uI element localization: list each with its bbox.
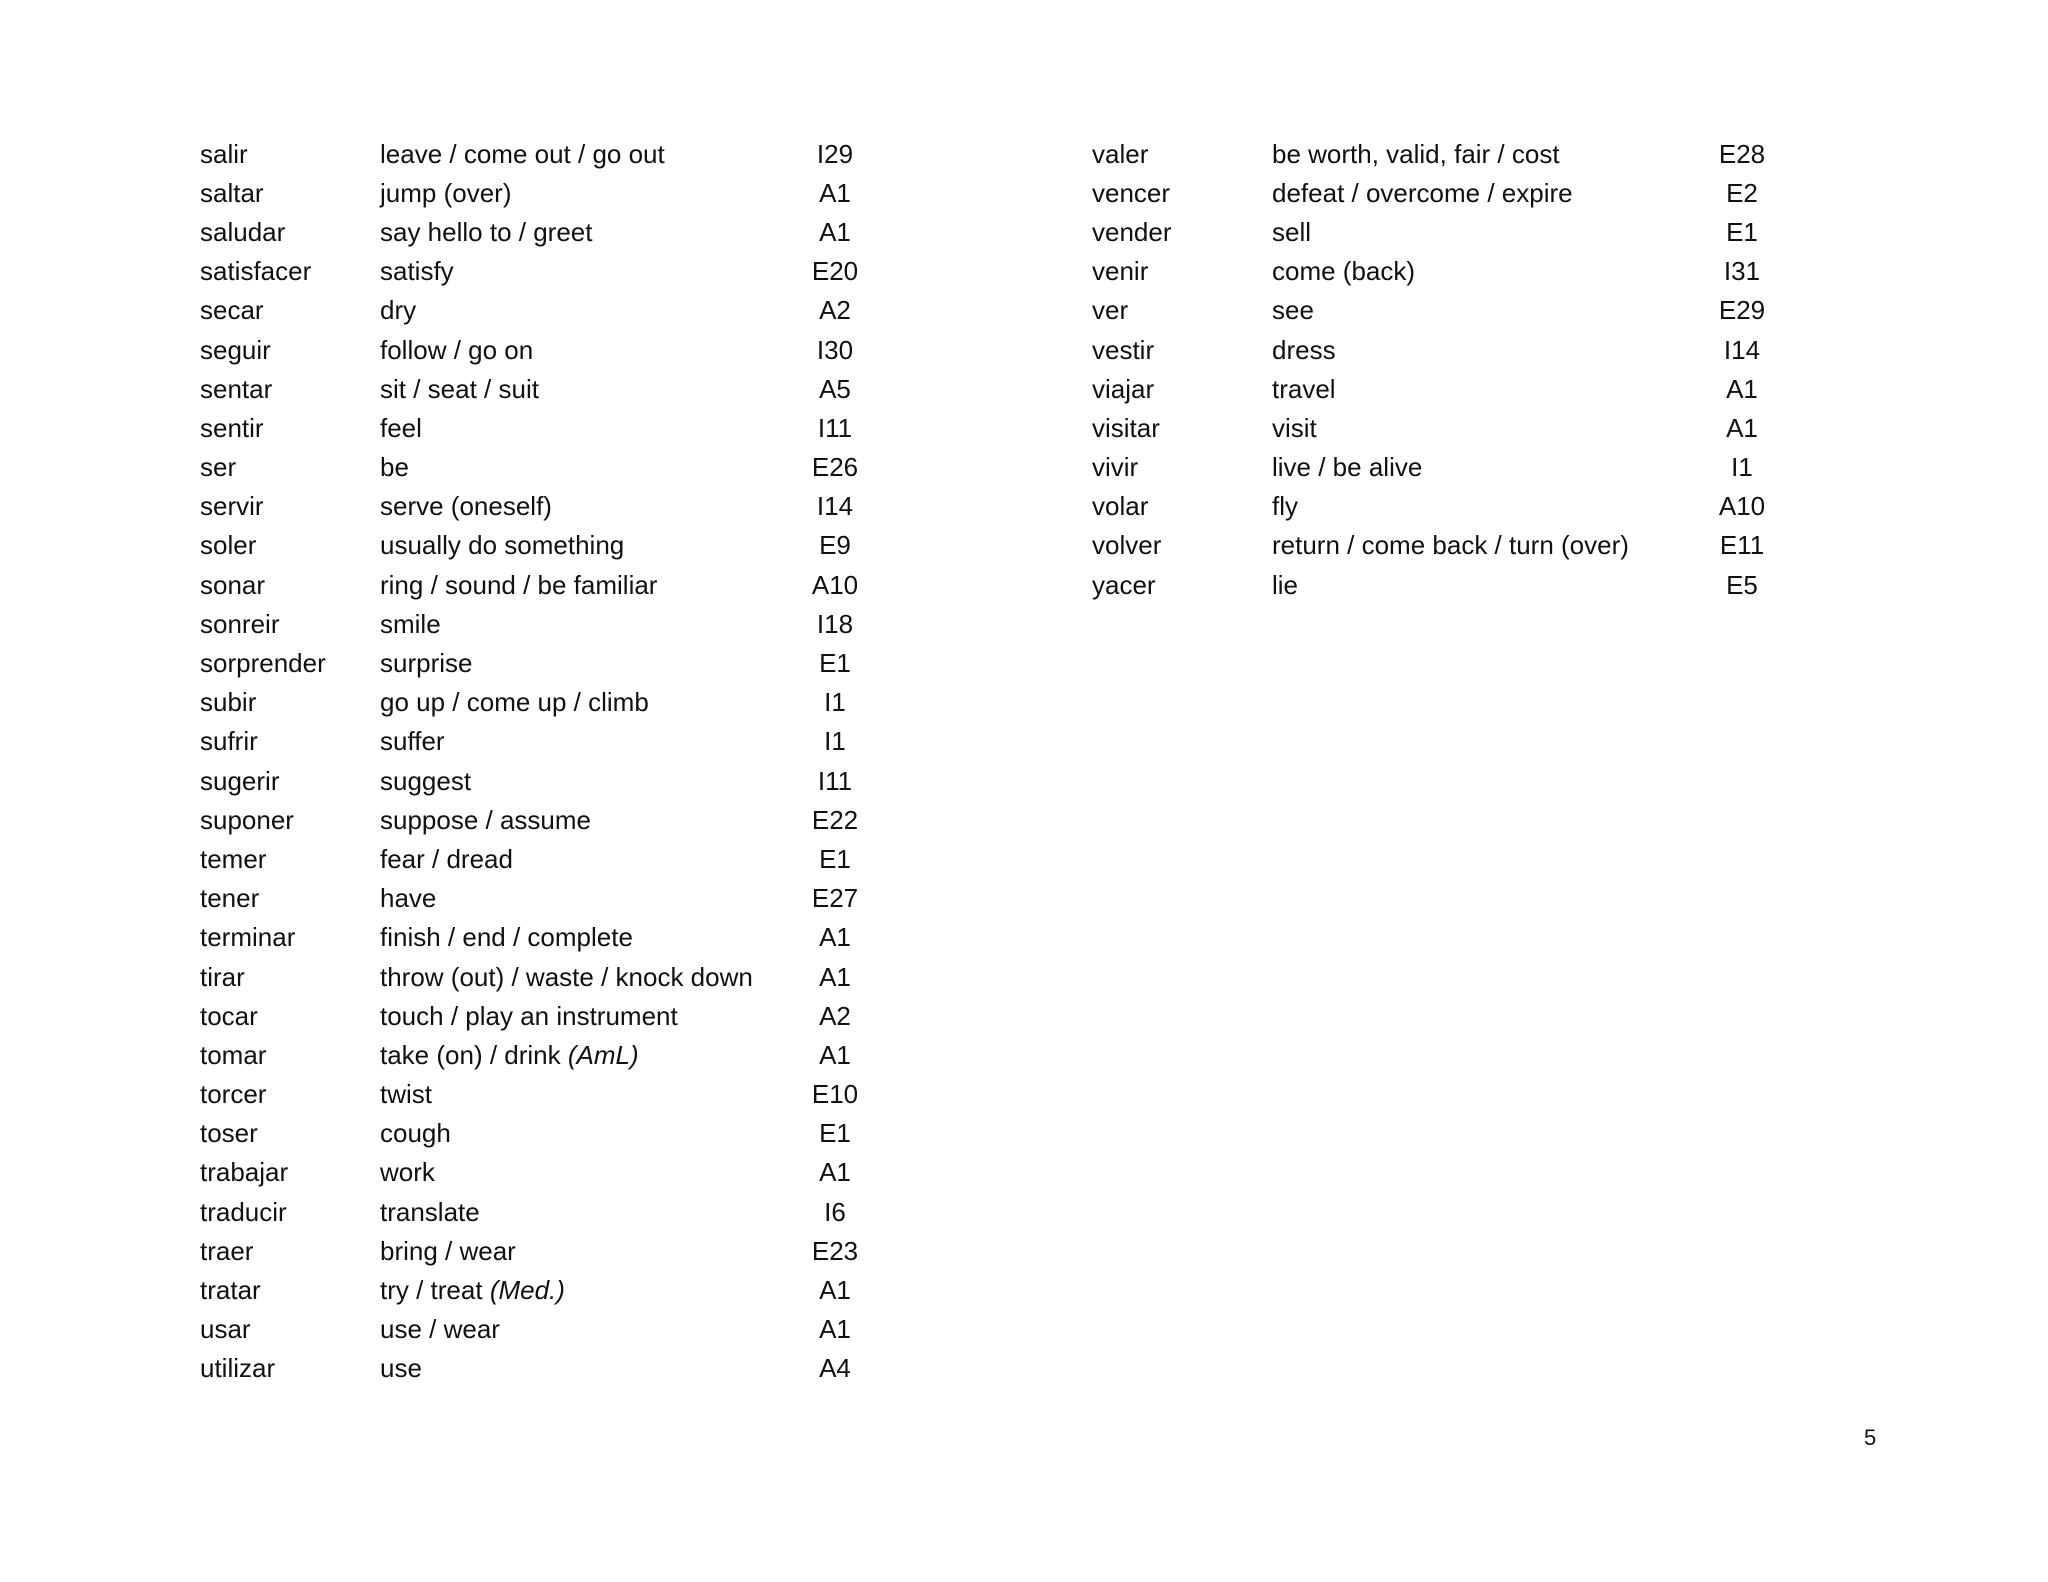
verb-meaning [380, 608, 790, 639]
verb-meaning [380, 569, 790, 600]
conjugation-code: E2 [1726, 177, 1758, 208]
verb-row [200, 212, 880, 251]
verb-row [1092, 212, 1802, 251]
verb-row [200, 369, 880, 408]
verb-meaning [1272, 530, 1682, 561]
verb-meaning [380, 843, 790, 874]
conjugation-code: A5 [819, 373, 851, 404]
verb-meaning [380, 1079, 790, 1110]
verb-meaning-text: twist [380, 1079, 432, 1110]
verb-meaning [380, 1353, 790, 1384]
verb-row [1092, 565, 1802, 604]
conjugation-code: E28 [1718, 138, 1766, 169]
verb-meaning-text: take (on) / drink [380, 1039, 568, 1070]
verb-spanish: seguir [200, 334, 271, 365]
verb-spanish: sonar [200, 569, 266, 600]
verb-row [200, 408, 880, 447]
verb-spanish: torcer [200, 1079, 267, 1110]
conjugation-code: I30 [816, 334, 854, 365]
verb-spanish: toser [200, 1118, 258, 1149]
verb-meaning [1272, 138, 1682, 169]
verb-meaning-text: sit / seat / suit [380, 373, 539, 404]
conjugation-code: E23 [811, 1235, 859, 1266]
verb-meaning-text: try / treat [380, 1275, 490, 1306]
verb-meaning [1272, 412, 1682, 443]
verb-meaning [380, 961, 790, 992]
verb-meaning [380, 1275, 790, 1306]
verb-spanish: suponer [200, 804, 294, 835]
verb-row [1092, 330, 1802, 369]
verb-meaning-note: (Med.) [489, 1275, 565, 1306]
verb-row [200, 839, 880, 878]
verb-meaning-text: touch / play an instrument [380, 1000, 678, 1031]
conjugation-code: A1 [819, 177, 851, 208]
verb-meaning-text: travel [1272, 373, 1336, 404]
verb-row [200, 1075, 880, 1114]
verb-meaning [380, 883, 790, 914]
verb-meaning [380, 1000, 790, 1031]
verb-spanish: terminar [200, 922, 296, 953]
conjugation-code: I6 [824, 1196, 846, 1227]
verb-meaning-text: dry [380, 295, 417, 326]
verb-row [200, 487, 880, 526]
verb-spanish: subir [200, 687, 257, 718]
verb-meaning-text: leave / come out / go out [380, 138, 665, 169]
verb-spanish: viajar [1092, 373, 1155, 404]
verb-meaning [380, 373, 790, 404]
conjugation-code: E11 [1719, 530, 1765, 561]
verb-row [200, 1114, 880, 1153]
verb-meaning [1272, 569, 1682, 600]
verb-row [200, 1153, 880, 1192]
conjugation-code: E5 [1726, 569, 1758, 600]
conjugation-code: A1 [1726, 373, 1758, 404]
verb-meaning-text: translate [380, 1196, 480, 1227]
verb-meaning [380, 1314, 790, 1345]
conjugation-code: I1 [1731, 452, 1753, 483]
verb-meaning [380, 412, 790, 443]
conjugation-code: E1 [819, 648, 851, 679]
conjugation-code: A2 [819, 1000, 851, 1031]
verb-meaning-text: return / come back / turn (over) [1272, 530, 1629, 561]
verb-meaning [1272, 373, 1682, 404]
verb-spanish: traer [200, 1235, 254, 1266]
verb-meaning-text: live / be alive [1272, 452, 1423, 483]
verb-meaning-text: be worth, valid, fair / cost [1272, 138, 1560, 169]
verb-meaning-text: be [380, 452, 409, 483]
verb-spanish: secar [200, 295, 264, 326]
verb-row [200, 1192, 880, 1231]
verb-row [1092, 291, 1802, 330]
verb-spanish: volar [1092, 491, 1149, 522]
page-number: 5 [1864, 1425, 1877, 1450]
verb-meaning-text: fear / dread [380, 843, 513, 874]
verb-spanish: usar [200, 1314, 251, 1345]
verb-meaning-text: suffer [380, 726, 445, 757]
verb-meaning-text: sell [1272, 216, 1312, 247]
conjugation-code: A1 [819, 1314, 851, 1345]
verb-meaning-text: ring / sound / be familiar [380, 569, 658, 600]
verb-meaning [1272, 216, 1682, 247]
verb-row [200, 1270, 880, 1309]
verb-spanish: tomar [200, 1039, 267, 1070]
verb-spanish: sonreir [200, 608, 280, 639]
verb-row [200, 918, 880, 957]
conjugation-code: I18 [816, 608, 854, 639]
conjugation-code: I31 [1723, 256, 1761, 287]
verb-meaning-text: dress [1272, 334, 1336, 365]
verb-spanish: saltar [200, 177, 264, 208]
verb-meaning-text: feel [380, 412, 422, 443]
conjugation-code: A1 [819, 961, 851, 992]
verb-spanish: temer [200, 843, 267, 874]
verb-meaning [380, 177, 790, 208]
verb-meaning [380, 491, 790, 522]
conjugation-code: I11 [817, 765, 853, 796]
verb-row [1092, 134, 1802, 173]
verb-meaning-text: suggest [380, 765, 472, 796]
verb-meaning-note: (AmL) [567, 1039, 639, 1070]
verb-meaning [380, 1157, 790, 1188]
verb-meaning-text: serve (oneself) [380, 491, 552, 522]
verb-meaning [1272, 491, 1682, 522]
verb-meaning [380, 295, 790, 326]
verb-row [200, 1231, 880, 1270]
conjugation-code: E1 [1726, 216, 1758, 247]
conjugation-code: E1 [819, 1118, 851, 1149]
verb-spanish: tocar [200, 1000, 258, 1031]
conjugation-code: E26 [811, 452, 859, 483]
verb-meaning-text: satisfy [380, 256, 454, 287]
verb-row [200, 448, 880, 487]
verb-row [200, 722, 880, 761]
conjugation-code: I14 [1723, 334, 1761, 365]
verb-meaning-text: come (back) [1272, 256, 1416, 287]
verb-spanish: servir [200, 491, 264, 522]
verb-row [1092, 252, 1802, 291]
verb-spanish: sorprender [200, 648, 326, 679]
verb-spanish: vender [1092, 216, 1172, 247]
verb-spanish: ver [1092, 295, 1129, 326]
verb-meaning [380, 726, 790, 757]
verb-row [200, 800, 880, 839]
verb-row [200, 330, 880, 369]
verb-meaning [380, 1196, 790, 1227]
verb-row [200, 134, 880, 173]
conjugation-code: A4 [819, 1353, 851, 1384]
verb-row [1092, 448, 1802, 487]
verb-row [1092, 487, 1802, 526]
verb-spanish: vestir [1092, 334, 1155, 365]
verb-spanish: sugerir [200, 765, 280, 796]
verb-spanish: tratar [200, 1275, 261, 1306]
conjugation-code: E10 [811, 1079, 859, 1110]
verb-meaning [380, 922, 790, 953]
verb-spanish: trabajar [200, 1157, 289, 1188]
conjugation-code: I11 [817, 412, 853, 443]
verb-spanish: ser [200, 452, 237, 483]
conjugation-code: A10 [1718, 491, 1766, 522]
verb-meaning [380, 452, 790, 483]
conjugation-code: E27 [811, 883, 859, 914]
verb-meaning-text: lie [1272, 569, 1299, 600]
verb-meaning-text: have [380, 883, 437, 914]
conjugation-code: A2 [819, 295, 851, 326]
conjugation-code: A1 [819, 922, 851, 953]
verb-row [200, 252, 880, 291]
verb-meaning [1272, 452, 1682, 483]
verb-meaning [380, 256, 790, 287]
verb-meaning [1272, 177, 1682, 208]
verb-row [200, 1310, 880, 1349]
verb-meaning [380, 1118, 790, 1149]
verb-meaning-text: fly [1272, 491, 1298, 522]
verb-meaning-text: use [380, 1353, 422, 1384]
verb-spanish: tirar [200, 961, 245, 992]
verb-meaning [380, 765, 790, 796]
verb-list-right-column [1092, 134, 1802, 604]
verb-row [200, 1349, 880, 1388]
conjugation-code: A1 [819, 1157, 851, 1188]
verb-row [200, 173, 880, 212]
verb-meaning [380, 334, 790, 365]
verb-spanish: salir [200, 138, 248, 169]
verb-list-left-column [200, 134, 880, 1388]
verb-spanish: sufrir [200, 726, 258, 757]
conjugation-code: I14 [816, 491, 854, 522]
verb-row [200, 643, 880, 682]
conjugation-code: E20 [811, 256, 859, 287]
verb-spanish: soler [200, 530, 257, 561]
verb-meaning-text: throw (out) / waste / knock down [380, 961, 753, 992]
verb-meaning-text: surprise [380, 648, 473, 679]
verb-row [200, 996, 880, 1035]
verb-row [200, 291, 880, 330]
verb-meaning-text: suppose / assume [380, 804, 592, 835]
verb-row [200, 761, 880, 800]
verb-spanish: tener [200, 883, 260, 914]
verb-spanish: vivir [1092, 452, 1139, 483]
verb-spanish: valer [1092, 138, 1149, 169]
verb-row [200, 604, 880, 643]
verb-meaning-text: jump (over) [380, 177, 512, 208]
verb-meaning [1272, 334, 1682, 365]
verb-spanish: saludar [200, 216, 286, 247]
verb-meaning-text: see [1272, 295, 1314, 326]
conjugation-code: E29 [1718, 295, 1766, 326]
conjugation-code: A1 [1726, 412, 1758, 443]
conjugation-code: A10 [811, 569, 859, 600]
verb-meaning [1272, 295, 1682, 326]
verb-meaning [380, 216, 790, 247]
verb-spanish: venir [1092, 256, 1149, 287]
conjugation-code: E1 [819, 843, 851, 874]
verb-row [200, 683, 880, 722]
conjugation-code: A1 [819, 216, 851, 247]
verb-meaning [380, 648, 790, 679]
verb-meaning [380, 1039, 790, 1070]
verb-spanish: traducir [200, 1196, 287, 1227]
verb-row [200, 879, 880, 918]
verb-meaning-text: smile [380, 608, 441, 639]
verb-meaning-text: finish / end / complete [380, 922, 633, 953]
verb-meaning-text: go up / come up / climb [380, 687, 649, 718]
conjugation-code: I1 [824, 687, 846, 718]
verb-spanish: utilizar [200, 1353, 276, 1384]
conjugation-code: E9 [819, 530, 851, 561]
conjugation-code: E22 [811, 804, 859, 835]
verb-meaning-text: work [380, 1157, 435, 1188]
verb-meaning-text: usually do something [380, 530, 625, 561]
verb-spanish: vencer [1092, 177, 1171, 208]
verb-row [1092, 526, 1802, 565]
verb-spanish: yacer [1092, 569, 1156, 600]
verb-spanish: satisfacer [200, 256, 312, 287]
verb-meaning [380, 804, 790, 835]
conjugation-code: I29 [816, 138, 854, 169]
verb-meaning [380, 138, 790, 169]
verb-meaning [380, 530, 790, 561]
conjugation-code: I1 [824, 726, 846, 757]
verb-meaning [1272, 256, 1682, 287]
verb-meaning-text: follow / go on [380, 334, 534, 365]
verb-row [1092, 173, 1802, 212]
conjugation-code: A1 [819, 1039, 851, 1070]
verb-meaning [380, 687, 790, 718]
verb-row [1092, 369, 1802, 408]
verb-meaning-text: visit [1272, 412, 1317, 443]
verb-row [200, 565, 880, 604]
verb-spanish: sentir [200, 412, 264, 443]
verb-row [200, 526, 880, 565]
verb-row [200, 1035, 880, 1074]
verb-spanish: sentar [200, 373, 273, 404]
verb-meaning-text: say hello to / greet [380, 216, 593, 247]
verb-spanish: visitar [1092, 412, 1160, 443]
verb-row [200, 957, 880, 996]
verb-meaning-text: bring / wear [380, 1235, 516, 1266]
conjugation-code: A1 [819, 1275, 851, 1306]
verb-meaning-text: cough [380, 1118, 451, 1149]
verb-meaning [380, 1235, 790, 1266]
verb-row [1092, 408, 1802, 447]
verb-meaning-text: use / wear [380, 1314, 500, 1345]
verb-meaning-text: defeat / overcome / expire [1272, 177, 1573, 208]
verb-spanish: volver [1092, 530, 1162, 561]
